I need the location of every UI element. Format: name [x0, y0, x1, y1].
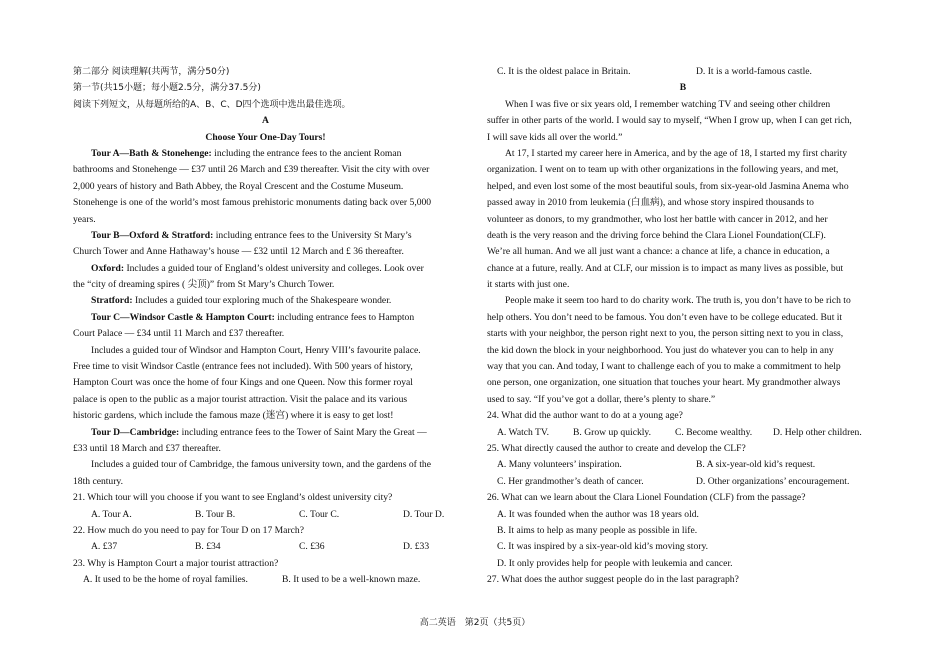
option[interactable]: C. Her grandmother’s death of cancer. [497, 475, 644, 487]
passage-line: death is the very reason and the driving force behind the Clara Lionel Foundation(CLF). [487, 229, 826, 241]
option[interactable]: D. It only provides help for people with leukemia and cancer. [497, 557, 733, 569]
passage-line: Church Tower and Anne Hathaway’s house — £32 until 12 March and £ 36 thereafter. [73, 246, 404, 258]
passage-line: it starts with just one. [487, 279, 570, 291]
instructions: 阅读下列短文，从每题所给的A、B、C、D四个选项中选出最佳选项。 [73, 99, 351, 110]
passage-line: volunteer as donors, to my grandmother, who lost her battle with cancer in 2012, and her [487, 213, 828, 225]
section-title: 第二部分 阅读理解(共两节，满分50分) [73, 67, 230, 77]
option[interactable]: A. Many volunteers’ inspiration. [497, 459, 622, 471]
question-21: 21. Which tour will you choose if you want to see England’s oldest university city? [73, 492, 393, 504]
option[interactable]: A. Tour A. [91, 508, 132, 520]
passage-line: the kid down the block in your neighborhood. You just do whatever you can to help in any [487, 344, 834, 356]
passage-line: Hampton Court was once the home of four Kings and one Queen. Now this former royal [73, 377, 413, 389]
tour-b-line: Tour B—Oxford & Stratford: including entrance fees to the University St Mary’s [91, 229, 412, 241]
passage-line: years. [73, 213, 96, 225]
tour-a-heading: Tour A—Bath & Stonehenge: [91, 147, 212, 159]
passage-line: We’re all human. And we all just want a chance: a chance at life, a chance in education, a [487, 246, 830, 258]
passage-line: help others. You don’t need to be famous. You don’t even have to be college educated. But it [487, 311, 843, 323]
tour-d-line: Tour D—Cambridge: including entrance fees to the Tower of Saint Mary the Great — [91, 426, 427, 438]
question-25-options [487, 474, 879, 490]
passage-line: Court Palace — £34 until 11 March and £37 thereafter. [73, 328, 285, 340]
passage-a-label: A [262, 115, 269, 127]
question-24-options [487, 425, 879, 441]
question-25: 25. What directly caused the author to create and develop the CLF? [487, 442, 746, 454]
passage-line: People make it seem too hard to do charity work. The truth is, you don’t have to be rich to [505, 295, 851, 307]
passage-line: passed away in 2010 from leukemia (白血病), and whose story inspired thousands to [487, 197, 814, 209]
question-26: 26. What can we learn about the Clara Lionel Foundation (CLF) from the passage? [487, 492, 806, 504]
page-footer: 高二英语 第2页（共5页） [419, 618, 531, 628]
option[interactable]: B. It used to be a well-known maze. [282, 574, 421, 586]
passage-line: suffer in other parts of the world. I would say to myself, “When I grow up, when I can get rich, [487, 115, 852, 127]
passage-line: Includes a guided tour of Windsor and Hampton Court, Henry VIII’s favourite palace. [91, 344, 421, 356]
tour-d-heading: Tour D—Cambridge: [91, 426, 180, 438]
tour-c-heading: Tour C—Windsor Castle & Hampton Court: [91, 311, 275, 323]
passage-line: starts with your neighbor, the person right next to you, the person sitting next to you in class, [487, 328, 844, 340]
question-22: 22. How much do you need to pay for Tour D on 17 March? [73, 524, 304, 536]
passage-b-label: B [679, 82, 687, 94]
passage-line: way that you can. And today, I want to challenge each of you to make a commitment to help [487, 361, 841, 373]
option[interactable]: D. Help other children. [773, 426, 862, 438]
option[interactable]: C. £36 [299, 541, 325, 553]
tour-a-line: Tour A—Bath & Stonehenge: including the entrance fees to the ancient Roman [91, 147, 402, 159]
question-25-options [487, 457, 879, 473]
right-column [487, 64, 879, 589]
passage-line: used to say. “If you’ve got a dollar, there’s plenty to share.” [487, 393, 716, 405]
option[interactable]: D. Tour D. [403, 508, 445, 520]
passage-a-title: Choose Your One-Day Tours! [205, 131, 326, 143]
question-23-options-cont [487, 64, 879, 80]
option[interactable]: C. Tour C. [299, 508, 340, 520]
passage-line: bathrooms and Stonehenge — £37 until 26 March and £39 thereafter. Visit the city with over [73, 164, 430, 176]
question-23: 23. Why is Hampton Court a major tourist attraction? [73, 557, 279, 569]
option[interactable]: D. £33 [403, 541, 430, 553]
option[interactable]: C. It is the oldest palace in Britain. [497, 66, 631, 77]
question-22-options [73, 539, 458, 555]
oxford-heading: Oxford: [91, 262, 125, 274]
option[interactable]: C. Become wealthy. [675, 426, 753, 438]
option[interactable]: A. It was founded when the author was 18 years old. [497, 508, 699, 520]
option[interactable]: B. It aims to help as many people as possible in life. [497, 524, 698, 536]
passage-line: 2,000 years of history and Bath Abbey, the Royal Crescent and the Costume Museum. [73, 180, 404, 192]
passage-line: historic gardens, which include the famous maze (迷宫) where it is easy to get lost! [73, 410, 394, 422]
question-24: 24. What did the author want to do at a young age? [487, 410, 683, 422]
option[interactable]: D. It is a world-famous castle. [696, 66, 812, 77]
question-21-options [73, 507, 458, 523]
passage-line: £33 until 18 March and £37 thereafter. [73, 442, 221, 454]
passage-line: the “city of dreaming spires ( 尖顶)” from St Mary’s Church Tower. [73, 279, 335, 291]
option[interactable]: B. Grow up quickly. [573, 426, 651, 438]
option[interactable]: C. It was inspired by a six-year-old kid’s moving story. [497, 541, 709, 553]
option[interactable]: A. £37 [91, 541, 118, 553]
option[interactable]: A. It used to be the home of royal families. [83, 574, 248, 586]
passage-line: When I was five or six years old, I remember watching TV and seeing other children [505, 98, 831, 110]
left-column [73, 64, 458, 589]
option[interactable]: A. Watch TV. [497, 426, 549, 438]
question-23-options [73, 572, 458, 588]
passage-line: chance at a future, really. And at CLF, our mission is to impact as many lives as possible, but [487, 262, 844, 274]
passage-line: one person, one organization, one situation that touches your heart. My grandmother always [487, 377, 841, 389]
oxford-line: Oxford: Includes a guided tour of England’s oldest university and colleges. Look over [91, 262, 424, 274]
passage-line: I will save kids all over the world.” [487, 131, 623, 143]
section-subtitle: 第一节(共15小题；每小题2.5分，满分37.5分) [73, 83, 261, 94]
passage-line: 18th century. [73, 475, 123, 487]
passage-line: At 17, I started my career here in America, and by the age of 18, I started my first charity [505, 147, 848, 159]
option[interactable]: B. Tour B. [195, 508, 236, 520]
passage-line: palace is open to the public as a major tourist attraction. Visit the palace and its various [73, 393, 408, 405]
option[interactable]: B. A six-year-old kid’s request. [696, 459, 816, 471]
option[interactable]: B. £34 [195, 541, 221, 553]
passage-line: organization. I went on to team up with other organizations in the following years, and met, [487, 164, 839, 176]
tour-c-line: Tour C—Windsor Castle & Hampton Court: including entrance fees to Hampton [91, 311, 415, 323]
passage-line: helped, and even lost some of the most beautiful souls, from six-year-old Jasmina Anema who [487, 180, 849, 192]
passage-line: Stonehenge is one of the world’s most famous prehistoric monuments dating back over 5,000 [73, 197, 432, 209]
option[interactable]: D. Other organizations’ encouragement. [696, 475, 850, 487]
passage-line: Includes a guided tour of Cambridge, the famous university town, and the gardens of the [91, 459, 431, 471]
passage-line: Free time to visit Windsor Castle (entrance fees not included). With 500 years of history, [73, 361, 413, 373]
question-27: 27. What does the author suggest people do in the last paragraph? [487, 574, 739, 586]
stratford-line: Stratford: Includes a guided tour exploring much of the Shakespeare wonder. [91, 295, 392, 307]
stratford-heading: Stratford: [91, 295, 133, 307]
tour-b-heading: Tour B—Oxford & Stratford: [91, 229, 214, 241]
